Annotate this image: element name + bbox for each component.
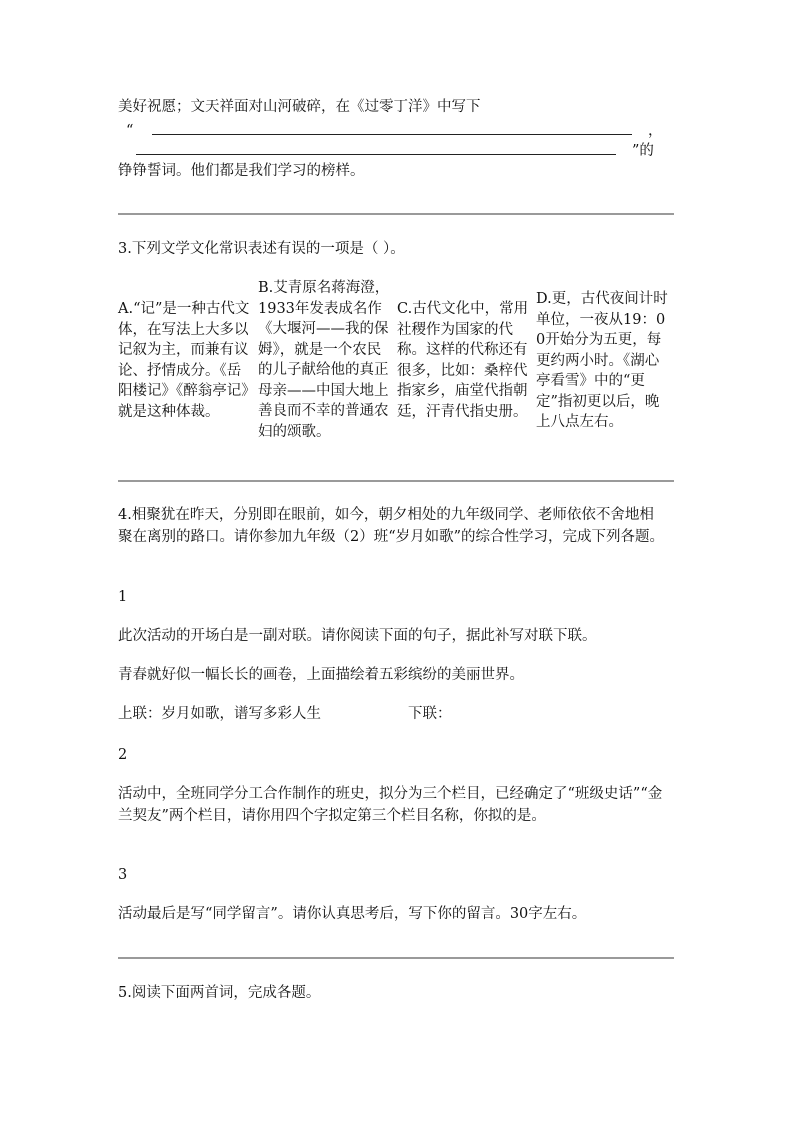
q4-stem: 4.相聚犹在昨天，分别即在眼前，如今，朝夕相处的九年级同学、老师依依不舍地相聚在离别的路口。请你参加九年级（2）班“岁月如歌”的综合性学习，完成下列各题。 bbox=[118, 507, 665, 545]
couplet-upper: 上联：岁月如歌，谱写多彩人生 bbox=[118, 706, 321, 722]
q4-sub1-sentence: 青春就好似一幅长长的画卷，上面描绘着五彩缤纷的美丽世界。 bbox=[118, 667, 524, 683]
section-divider-2 bbox=[118, 480, 674, 482]
q5-stem: 5.阅读下面两首词，完成各题。 bbox=[118, 985, 321, 1001]
q3-stem: 3.下列文学文化常识表述有误的一项是（ ）。 bbox=[118, 241, 405, 257]
q3-option-d[interactable]: D.更，古代夜间计时单位，一夜从19：00开始分为五更，每更约两小时。《湖心亭看雪》中的“更定”指初更以后，晚上八点左右。 bbox=[536, 291, 668, 430]
q3-option-a[interactable]: A.“记”是一种古代文体，在写法上大多以记叙为主，而兼有议论、抒情成分。《岳阳楼记》《醉翁亭记》就是这种体裁。 bbox=[118, 301, 250, 420]
comma-mark: ， bbox=[648, 123, 663, 139]
intro-line-1: 美好祝愿；文天祥面对山河破碎，在《过零丁洋》中写下 bbox=[118, 99, 481, 115]
section-divider-1 bbox=[118, 213, 674, 215]
intro-line-3: 铮铮誓词。他们都是我们学习的榜样。 bbox=[118, 163, 365, 179]
open-quote: “ bbox=[126, 123, 134, 139]
close-quote-tail: ”的 bbox=[632, 143, 654, 159]
q4-sub1-number: 1 bbox=[118, 589, 128, 605]
q4-sub2-text: 活动中，全班同学分工合作制作的班史，拟分为三个栏目，已经确定了“班级史话”“金兰契友”两个栏目，请你用四个字拟定第三个栏目名称，你拟的是。 bbox=[118, 786, 663, 824]
q4-sub2-number: 2 bbox=[118, 747, 128, 763]
answer-blank-2[interactable] bbox=[136, 154, 616, 155]
q3-option-b[interactable]: B.艾青原名蒋海澄，1933年发表成名作《大堰河——我的保姆》，就是一个农民的儿子献给他的真正母亲——中国大地上善良而不幸的普通农妇的颂歌。 bbox=[258, 280, 390, 440]
q3-option-c[interactable]: C.古代文化中，常用社稷作为国家的代称。这样的代称还有很多，比如：桑梓代指家乡，庙堂代指朝廷，汗青代指史册。 bbox=[397, 301, 529, 420]
couplet-lower-label: 下联： bbox=[408, 706, 452, 722]
q4-sub1-text: 此次活动的开场白是一副对联。请你阅读下面的句子，据此补写对联下联。 bbox=[118, 628, 597, 644]
answer-blank-1[interactable] bbox=[152, 134, 632, 135]
q4-sub3-text: 活动最后是写“同学留言”。请你认真思考后，写下你的留言。30字左右。 bbox=[118, 906, 587, 922]
q4-sub3-number: 3 bbox=[118, 867, 128, 883]
section-divider-3 bbox=[118, 957, 674, 959]
